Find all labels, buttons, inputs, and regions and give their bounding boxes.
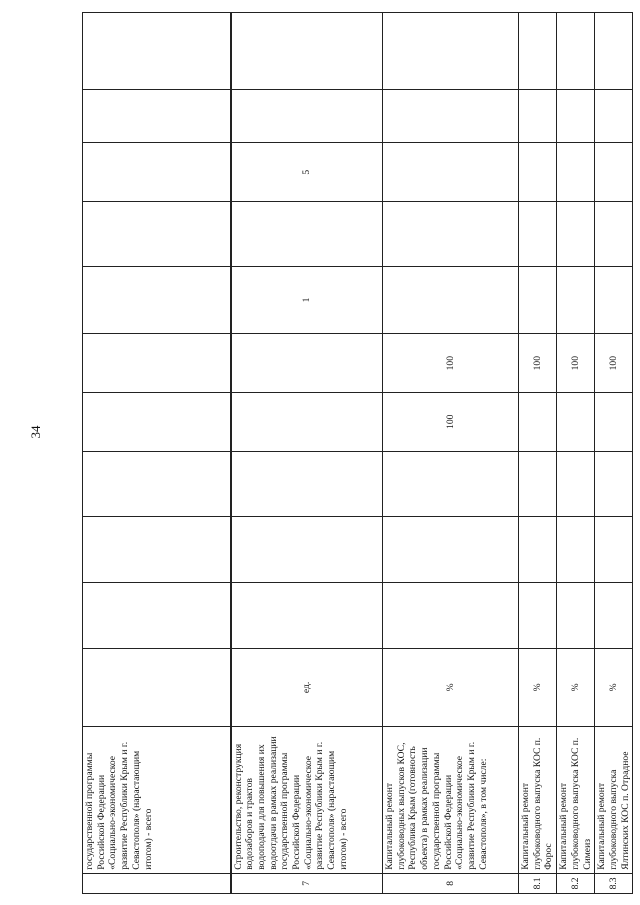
value-cell	[383, 143, 519, 202]
value-cell	[557, 202, 595, 267]
table-row	[519, 13, 557, 894]
row-number-cell: 8	[383, 873, 519, 893]
value-cell	[519, 582, 557, 648]
value-cell	[595, 89, 633, 143]
value-cell	[83, 13, 231, 90]
indicator-name-cell: Капитальный ремонт глубоководного выпуска КОС п. Форос	[519, 727, 557, 873]
value-cell	[83, 143, 231, 202]
value-cell	[519, 517, 557, 583]
row-number-cell: 8.1	[519, 873, 557, 893]
unit-cell: %	[595, 648, 633, 727]
table-row	[231, 13, 383, 894]
value-cell	[383, 451, 519, 517]
value-cell	[83, 202, 231, 267]
value-cell: 1	[231, 266, 383, 334]
value-cell	[231, 13, 383, 90]
unit-cell: %	[519, 648, 557, 727]
indicator-name-cell: Капитальный ремонт глубоководных выпусков КОС, Республика Крым (готовность объекта) в рамках реализации государственной программы Российской Федерации «Социально-экономическое развитие Республики Крым и г. Севастополя», в том числе:	[383, 727, 519, 873]
value-cell	[519, 89, 557, 143]
value-cell	[595, 143, 633, 202]
value-cell	[557, 13, 595, 90]
value-cell	[595, 517, 633, 583]
value-cell	[595, 392, 633, 451]
value-cell	[83, 334, 231, 393]
indicator-name-cell: Капитальный ремонт глубоководного выпуска Ялтинских КОС п. Отрадное	[595, 727, 633, 873]
value-cell: 100	[383, 392, 519, 451]
value-cell	[231, 89, 383, 143]
value-cell: 5	[231, 143, 383, 202]
page-number: 34	[28, 425, 43, 439]
value-cell	[519, 143, 557, 202]
value-cell	[519, 13, 557, 90]
value-cell	[595, 13, 633, 90]
value-cell	[231, 451, 383, 517]
value-cell: 100	[383, 334, 519, 393]
value-cell: 100	[595, 334, 633, 393]
table-row	[383, 13, 519, 894]
value-cell	[519, 202, 557, 267]
value-cell	[595, 582, 633, 648]
table-row	[595, 13, 633, 894]
indicator-name-cell: государственной программы Российской Федерации «Социально-экономическое развитие Республики Крым и г. Севастополя» (нарастающим итогом) - всего	[83, 727, 231, 873]
value-cell	[519, 266, 557, 334]
value-cell	[557, 266, 595, 334]
value-cell	[231, 334, 383, 393]
value-cell	[557, 517, 595, 583]
unit-cell: ед.	[231, 648, 383, 727]
unit-cell: %	[383, 648, 519, 727]
table-row	[83, 13, 231, 894]
indicator-name-cell: Строительство, реконструкция водозаборов и трактов водоподачи для повышения их водоотдачи в рамках реализации государственной программы Российской Федерации «Социально-экономическое развитие Республики Крым и г. Севастополя» (нарастающим итогом) - всего	[231, 727, 383, 873]
indicators-table-wrapper	[82, 12, 632, 894]
value-cell	[557, 89, 595, 143]
value-cell: 100	[519, 334, 557, 393]
row-number-cell: 7	[231, 873, 383, 893]
value-cell	[231, 202, 383, 267]
value-cell	[383, 89, 519, 143]
row-number-cell: 8.3	[595, 873, 633, 893]
row-number-cell	[83, 873, 231, 893]
value-cell	[83, 392, 231, 451]
row-number-cell: 8.2	[557, 873, 595, 893]
value-cell	[83, 582, 231, 648]
value-cell	[231, 582, 383, 648]
unit-cell	[83, 648, 231, 727]
value-cell	[83, 517, 231, 583]
unit-cell: %	[557, 648, 595, 727]
value-cell	[383, 266, 519, 334]
value-cell	[231, 517, 383, 583]
value-cell: 100	[557, 334, 595, 393]
value-cell	[383, 582, 519, 648]
value-cell	[83, 266, 231, 334]
value-cell	[383, 202, 519, 267]
value-cell	[557, 582, 595, 648]
value-cell	[83, 89, 231, 143]
value-cell	[231, 392, 383, 451]
value-cell	[595, 202, 633, 267]
value-cell	[519, 451, 557, 517]
value-cell	[83, 451, 231, 517]
value-cell	[595, 266, 633, 334]
value-cell	[557, 451, 595, 517]
indicator-name-cell: Капитальный ремонт глубоководного выпуска КОС п. Симеиз	[557, 727, 595, 873]
value-cell	[383, 517, 519, 583]
value-cell	[519, 392, 557, 451]
table-row	[557, 13, 595, 894]
value-cell	[383, 13, 519, 90]
value-cell	[557, 143, 595, 202]
value-cell	[595, 451, 633, 517]
indicators-table-area	[82, 12, 632, 894]
value-cell	[557, 392, 595, 451]
indicators-table	[82, 12, 633, 894]
